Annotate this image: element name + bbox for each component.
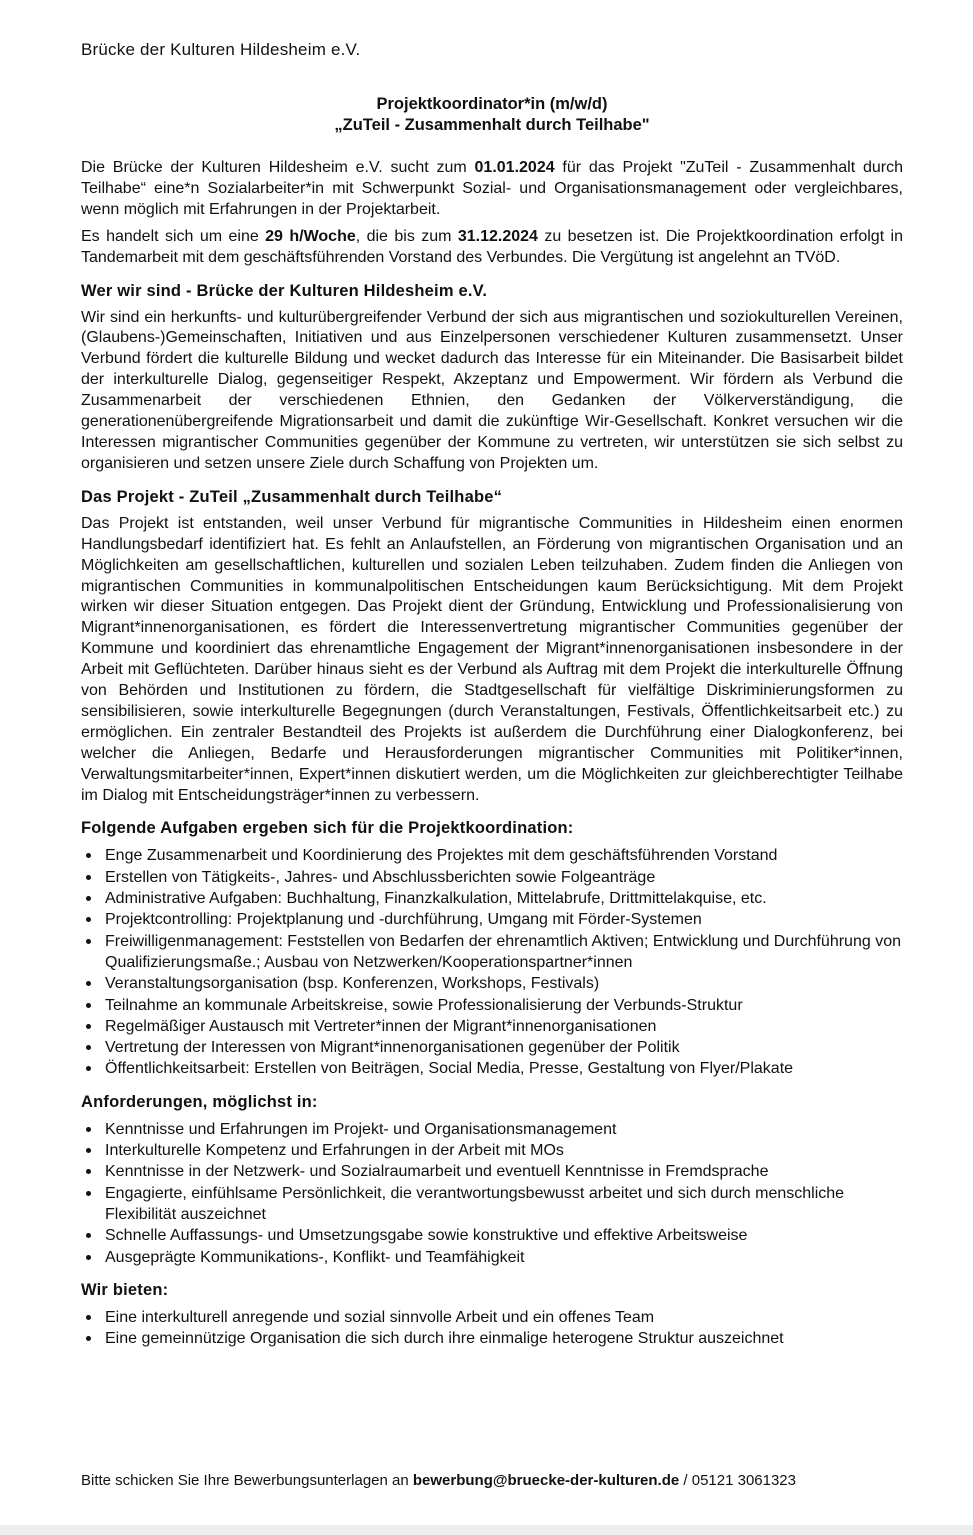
project-text: Das Projekt ist entstanden, weil unser Verbund für migrantische Communities in Hildesheim einen enormen Handlungsbedarf identifiziert hat. Es fehlt an Anlaufstellen, an Förderung von migrantischen Organisation und an Möglichkeiten am gesellschaftlichen, kulturellen und sozialen Leben teilzuhaben. Zudem finden die Anliegen von migrantischen Communities in kommunalpolitischen Entscheidungen kaum Berücksichtigung. Mit dem Projekt wirken wir dieser Situation entgegen. Das Projekt dient der Gründung, Entwicklung und Professionalisierung von Migrant*innenorganisationen, es fördert die Interessenvertretung migrantischer Communities gegenüber der Kommune und koordiniert das ehrenamtliche Engagement der Migrant*innenorganisationen insbesondere in der Arbeit mit Geflüchteten. Darüber hinaus sieht es der Verbund als Auftrag mit dem Projekt die interkulturelle Öffnung von Behörden und Institutionen zu fördern, die Stadtgesellschaft für vielfältige Diskriminierungsformen zu sensibilisieren, sowie interkulturelle Begegnungen (durch Veranstaltungen, Festivals, Öffentlichkeitsarbeit etc.) zu ermöglichen. Ein zentraler Bestandteil des Projekts ist außerdem die Durchführung einer Dialogkonferenz, bei welcher die Anliegen, Bedarfe und Herausforderungen migrantischer Communities mit Politiker*innen, Verwaltungsmitarbeiter*innen, Expert*innen diskutiert werden, um die Möglichkeiten zur gleichberechtigter Teilhabe im Dialog mit Entscheidungsträger*innen zu verbessern. — [81, 514, 903, 804]
list-item: Administrative Aufgaben: Buchhaltung, Finanzkalkulation, Mittelabrufe, Drittmittelakquise, etc. — [105, 888, 903, 909]
list-item: Kenntnisse in der Netzwerk- und Sozialraumarbeit und eventuell Kenntnisse in Fremdsprache — [105, 1161, 903, 1182]
who-we-are-heading: Wer wir sind - Brücke der Kulturen Hildesheim e.V. — [81, 281, 488, 300]
list-item: Eine gemeinnützige Organisation die sich durch ihre einmalige heterogene Struktur auszeichnet — [105, 1328, 903, 1349]
list-item: Teilnahme an kommunale Arbeitskreise, sowie Professionalisierung der Verbunds-Struktur — [105, 995, 903, 1016]
list-item: Regelmäßiger Austausch mit Vertreter*innen der Migrant*innenorganisationen — [105, 1016, 903, 1037]
start-date: 01.01.2024 — [474, 159, 555, 176]
job-title-block — [81, 94, 903, 136]
requirements-heading: Anforderungen, möglichst in: — [81, 1092, 318, 1111]
application-email[interactable]: bewerbung@bruecke-der-kulturen.de — [412, 1472, 680, 1489]
intro-text: , die bis zum — [355, 227, 458, 245]
intro-text: zu besetzen ist. Die Projektkoordination erfolgt in Tandemarbeit mit dem geschäftsführenden Vorstand des Verbundes. Die Vergütung ist angelehnt an TVöD. — [81, 227, 904, 266]
intro-paragraph-2 — [81, 227, 903, 269]
requirements-list — [81, 1119, 903, 1268]
job-title: Projektkoordinator*in (m/w/d) — [376, 95, 608, 113]
intro-paragraph-1 — [81, 158, 903, 221]
list-item: Eine interkulturell anregende und sozial sinnvolle Arbeit und ein offenes Team — [105, 1307, 903, 1328]
list-item: Ausgeprägte Kommunikations-, Konflikt- und Teamfähigkeit — [105, 1247, 903, 1268]
organization-name: Brücke der Kulturen Hildesheim e.V. — [81, 40, 361, 59]
list-item: Engagierte, einfühlsame Persönlichkeit, die verantwortungsbewusst arbeitet und sich durch menschliche Flexibilität auszeichnet — [105, 1183, 903, 1226]
list-item: Enge Zusammenarbeit und Koordinierung des Projektes mit dem geschäftsführenden Vorstand — [105, 845, 903, 866]
list-item: Projektcontrolling: Projektplanung und -durchführung, Umgang mit Förder-Systemen — [105, 909, 903, 930]
intro-text: Es handelt sich um eine — [81, 227, 266, 245]
offer-heading: Wir bieten: — [81, 1280, 169, 1299]
list-item: Veranstaltungsorganisation (bsp. Konferenzen, Workshops, Festivals) — [105, 973, 903, 994]
who-we-are-text: Wir sind ein herkunfts- und kulturübergreifender Verbund der sich aus migrantischen und soziokulturellen Vereinen, (Glaubens-)Gemeinschaften, Initiativen und aus Einzelpersonen verschiedener Kulturen zusammensetzt. Unser Verbund fördert die kulturelle Bildung und wecket dadurch das Interesse für ein Miteinander. Die Basisarbeit bildet der interkulturelle Dialog, gegenseitiger Respekt, Akzeptanz und Empowerment. Wir fördern als Verbund die Zusammenarbeit der verschiedenen Ethnien, den Gedanken der Völkerverständigung, die generationenübergreifende Migrationsarbeit und damit die zukünftige Wir-Gesellschaft. Konkret versuchen wir die Interessen migrantischer Communities gegenüber der Kommune zu vertreten, wir unterstützen sie sich selbst zu organisieren und setzen unsere Ziele durch Schaffung von Projekten um. — [81, 308, 903, 472]
tasks-list — [81, 845, 903, 1079]
weekly-hours: 29 h/Woche — [265, 227, 356, 245]
page-bottom-edge — [0, 1525, 973, 1535]
list-item: Freiwilligenmanagement: Feststellen von Bedarfen der ehrenamtlich Aktiven; Entwicklung und Durchführung von Qualifizierungsmaße.; Ausbau von Netzwerken/Kooperationspartner*innen — [105, 931, 903, 974]
intro-text: für das Projekt "ZuTeil - Zusammenhalt durch Teilhabe“ eine*n Sozialarbeiter*in mit Schwerpunkt Sozial- und Organisationsmanagement oder vergleichbares, wenn möglich mit Erfahrungen in der Projektarbeit. — [81, 159, 904, 218]
list-item: Öffentlichkeitsarbeit: Erstellen von Beiträgen, Social Media, Presse, Gestaltung von Flyer/Plakate — [105, 1058, 903, 1079]
list-item: Kenntnisse und Erfahrungen im Projekt- und Organisationsmanagement — [105, 1119, 903, 1140]
list-item: Schnelle Auffassungs- und Umsetzungsgabe sowie konstruktive und effektive Arbeitsweise — [105, 1225, 903, 1246]
phone-number: / 05121 3061323 — [679, 1472, 796, 1489]
list-item: Erstellen von Tätigkeits-, Jahres- und Abschlussberichten sowie Folgeanträge — [105, 867, 903, 888]
tasks-heading: Folgende Aufgaben ergeben sich für die Projektkoordination: — [81, 819, 574, 838]
project-heading: Das Projekt - ZuTeil „Zusammenhalt durch Teilhabe“ — [81, 487, 503, 506]
intro-text: Die Brücke der Kulturen Hildesheim e.V. sucht zum — [81, 159, 475, 176]
end-date: 31.12.2024 — [457, 227, 538, 245]
application-contact — [81, 1471, 796, 1491]
list-item: Interkulturelle Kompetenz und Erfahrungen in der Arbeit mit MOs — [105, 1140, 903, 1161]
project-title: „ZuTeil - Zusammenhalt durch Teilhabe" — [334, 116, 650, 134]
footer-text: Bitte schicken Sie Ihre Bewerbungsunterlagen an — [81, 1472, 413, 1489]
offer-list — [81, 1307, 903, 1350]
list-item: Vertretung der Interessen von Migrant*innenorganisationen gegenüber der Politik — [105, 1037, 903, 1058]
